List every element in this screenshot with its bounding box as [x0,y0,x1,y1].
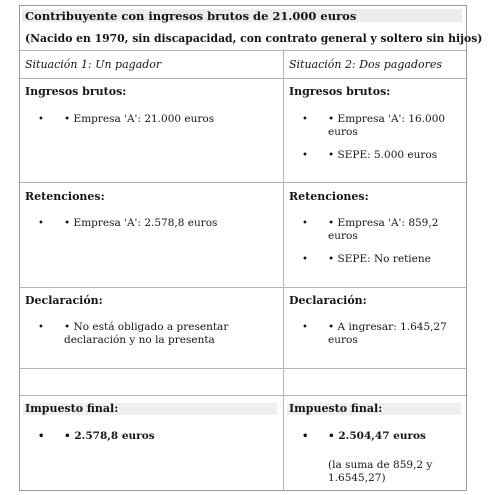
bullet-icon: • [302,218,308,229]
list-item: • • 2.578,8 euros [38,430,155,442]
list-item: • • A ingresar: 1.645,27 euros [302,321,447,346]
divider [20,287,466,288]
bullet-icon: • [38,218,44,229]
bullet-icon: • [302,431,309,442]
bullet-icon: • [38,322,44,333]
list-declaracion-right [302,321,458,347]
comparison-table [19,5,483,491]
list-retenciones-left [38,217,274,230]
divider [20,50,466,51]
list-item: • • Empresa 'A': 859,2 euros [302,217,439,242]
list-impuesto-left [38,430,274,443]
list-ingresos-right [302,113,463,162]
divider [20,368,466,369]
divider [20,395,466,396]
table-title: Contribuyente con ingresos brutos de 21.000 euros [25,9,357,23]
bullet-icon: • [302,254,308,265]
list-declaracion-left [38,321,244,347]
row-label-impuesto-left: Impuesto final: [25,402,119,415]
list-item: • • SEPE: 5.000 euros [302,149,438,161]
row-label-retenciones-left: Retenciones: [25,190,105,203]
column-divider [283,49,284,491]
list-retenciones-right [302,217,458,266]
row-label-ingresos-right: Ingresos brutos: [289,85,391,98]
row-label-declaracion-left: Declaración: [25,294,103,307]
bullet-icon: • [38,114,44,125]
table-subtitle: (Nacido en 1970, sin discapacidad, con contrato general y soltero sin hijos) [25,32,483,45]
bullet-icon: • [302,150,308,161]
bullet-icon: • [302,114,308,125]
bullet-icon: • [302,322,308,333]
row-label-retenciones-right: Retenciones: [289,190,369,203]
impuesto-note: (la suma de 859,2 y 1.6545,27) [328,459,433,484]
list-item: • • Empresa 'A': 2.578,8 euros [38,217,218,229]
list-item: • • 2.504,47 euros [302,430,426,442]
bullet-icon: • [38,431,45,442]
list-ingresos-left [38,113,274,126]
column-header-left: Situación 1: Un pagador [25,58,162,71]
list-item: • • SEPE: No retiene [302,253,431,265]
list-impuesto-right [302,430,458,443]
row-label-ingresos-left: Ingresos brutos: [25,85,127,98]
list-item: • • Empresa 'A': 21.000 euros [38,113,215,125]
list-item: • • No está obligado a presentar declaración y no la presenta [38,321,229,346]
divider [20,182,466,183]
divider [20,78,466,79]
row-label-impuesto-right: Impuesto final: [289,402,383,415]
list-item: • • Empresa 'A': 16.000 euros [302,113,446,138]
row-label-declaracion-right: Declaración: [289,294,367,307]
column-header-right: Situación 2: Dos pagadores [289,58,443,71]
